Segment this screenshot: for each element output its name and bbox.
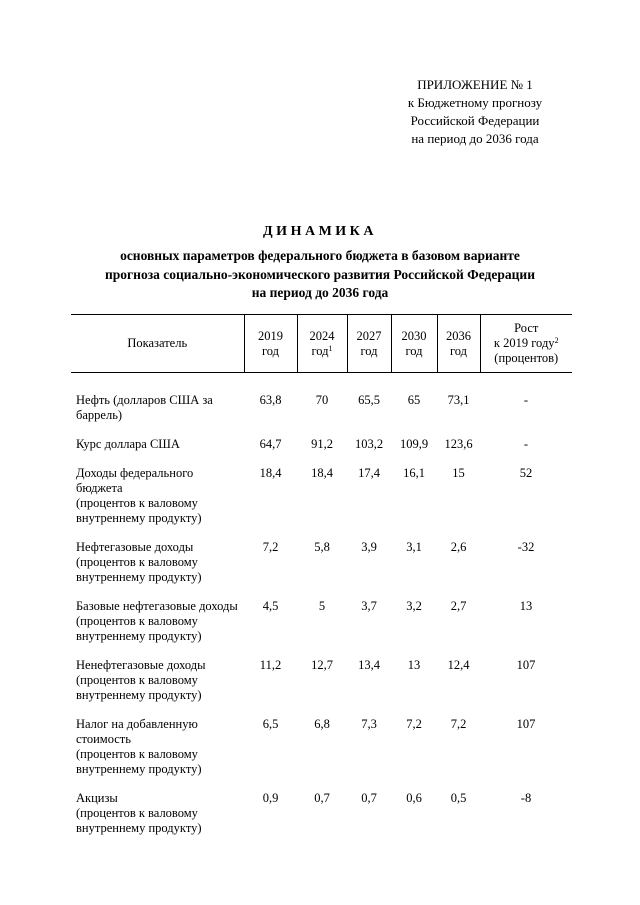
header-year: 2024	[309, 328, 335, 343]
cell-2024: 91,2	[311, 437, 333, 451]
row-unit: (процентов к валовому внутреннему продукту)	[76, 806, 202, 835]
footnote-marker: 2	[554, 336, 559, 345]
cell-2027: 3,9	[361, 540, 377, 554]
cell-2030: 65	[407, 393, 421, 407]
annex-line: Российской Федерации	[410, 113, 540, 128]
header-2036	[437, 315, 480, 373]
table-row	[71, 599, 572, 658]
row-label: Нефтегазовые доходы	[76, 540, 194, 554]
subtitle-line: на период до 2036 года	[251, 285, 389, 300]
cell-2027: 65,5	[358, 393, 380, 407]
table-row	[71, 437, 572, 466]
cell-2036: 2,7	[450, 599, 467, 613]
header-year: 2019	[258, 328, 283, 343]
cell-growth: 107	[516, 658, 536, 672]
row-unit: (процентов к валовому внутреннему продукту)	[76, 673, 202, 702]
row-unit: (процентов к валовому внутреннему продукту)	[76, 496, 202, 525]
cell-2019: 4,5	[262, 599, 279, 613]
cell-2030: 16,1	[403, 466, 425, 480]
row-label-cell	[71, 717, 244, 791]
header-year-unit: год	[449, 343, 468, 358]
row-label: Акцизы	[76, 791, 118, 805]
header-year-unit: год	[405, 343, 423, 358]
cell-2027: 0,7	[361, 791, 377, 805]
cell-2030: 7,2	[406, 717, 422, 731]
row-unit: (процентов к валовому внутреннему продукту)	[76, 747, 202, 776]
header-year: 2027	[356, 328, 382, 343]
cell-2019: 64,7	[259, 437, 282, 451]
cell-growth: -8	[520, 791, 532, 805]
header-year: 2036	[446, 328, 471, 343]
cell-2036: 2,6	[450, 540, 467, 554]
header-2027	[347, 315, 391, 373]
table-row	[71, 373, 572, 438]
table-row	[71, 717, 572, 791]
cell-2024: 5	[318, 599, 326, 613]
cell-2030: 3,2	[406, 599, 422, 613]
header-year: 2030	[401, 328, 427, 343]
row-label-cell	[71, 599, 244, 658]
table-row	[71, 466, 572, 540]
header-indicator: Показатель	[71, 315, 244, 373]
cell-growth: -32	[517, 540, 535, 554]
row-label: Доходы федерального бюджета	[76, 466, 194, 495]
table-row	[71, 658, 572, 717]
cell-growth: 13	[519, 599, 533, 613]
cell-2036: 12,4	[447, 658, 470, 672]
cell-2036: 123,6	[444, 437, 473, 451]
row-label: Базовые нефтегазовые доходы	[76, 599, 238, 613]
cell-2036: 7,2	[450, 717, 467, 731]
header-year-unit: год	[261, 343, 280, 358]
row-label: Курс доллара США	[76, 437, 180, 451]
cell-2024: 0,7	[314, 791, 330, 805]
cell-2030: 0,6	[406, 791, 422, 805]
row-label-cell	[71, 466, 244, 540]
table-row	[71, 791, 572, 850]
row-label-cell	[71, 540, 244, 599]
cell-2019: 7,2	[262, 540, 279, 554]
row-label-cell	[71, 658, 244, 717]
subtitle-line: прогноза социально-экономического развития Российской Федерации	[105, 266, 535, 282]
cell-2019: 0,9	[262, 791, 279, 805]
cell-2027: 7,3	[361, 717, 377, 731]
row-unit: (процентов к валовому внутреннему продукту)	[76, 555, 202, 584]
annex-line: к Бюджетному прогнозу	[407, 95, 543, 110]
cell-2019: 6,5	[262, 717, 279, 731]
cell-2027: 17,4	[358, 466, 380, 480]
cell-2027: 103,2	[354, 437, 384, 451]
cell-growth: 52	[519, 466, 533, 480]
cell-2036: 73,1	[447, 393, 470, 407]
cell-growth: 107	[516, 717, 536, 731]
row-unit: (процентов к валовому внутреннему продукту)	[76, 614, 202, 643]
annex-title: ПРИЛОЖЕНИЕ № 1	[417, 77, 533, 92]
subtitle-line: основных параметров федерального бюджета в базовом варианте	[120, 248, 520, 263]
document-title: ДИНАМИКА	[263, 224, 377, 239]
annex-line: на период до 2036 года	[411, 131, 539, 146]
header-2030	[391, 315, 437, 373]
table-row	[71, 540, 572, 599]
cell-2030: 109,9	[399, 437, 429, 451]
header-2024	[297, 315, 347, 373]
annex-block	[380, 76, 570, 148]
row-label: Нефть (долларов США за баррель)	[76, 393, 213, 422]
cell-2036: 15	[452, 466, 465, 480]
cell-2024: 6,8	[314, 717, 330, 731]
budget-parameters-table	[71, 314, 572, 850]
table-header-row	[71, 315, 572, 373]
cell-2027: 13,4	[358, 658, 380, 672]
footnote-marker: 1	[328, 343, 333, 353]
header-2019	[244, 315, 297, 373]
header-year-unit: год$^1$	[311, 343, 333, 358]
cell-2019: 63,8	[259, 393, 282, 407]
cell-2024: 18,4	[311, 466, 333, 480]
cell-2027: 3,7	[361, 599, 377, 613]
header-year-unit: год	[360, 343, 378, 358]
cell-2030: 3,1	[406, 540, 422, 554]
row-label: Налог на добавленную стоимость	[76, 717, 198, 746]
cell-2019: 18,4	[259, 466, 282, 480]
cell-2030: 13	[407, 658, 421, 672]
cell-growth: -	[523, 437, 529, 451]
cell-2019: 11,2	[259, 658, 282, 672]
cell-2024: 12,7	[311, 658, 333, 672]
header-growth: Рост к 2019 году$^2$ (процентов)	[480, 315, 572, 373]
cell-2036: 0,5	[450, 791, 467, 805]
document-subtitle	[70, 247, 570, 303]
row-label: Ненефтегазовые доходы	[76, 658, 206, 672]
row-label-cell	[71, 791, 244, 850]
cell-2024: 70	[315, 393, 329, 407]
cell-2024: 5,8	[314, 540, 330, 554]
cell-growth: -	[523, 393, 529, 407]
